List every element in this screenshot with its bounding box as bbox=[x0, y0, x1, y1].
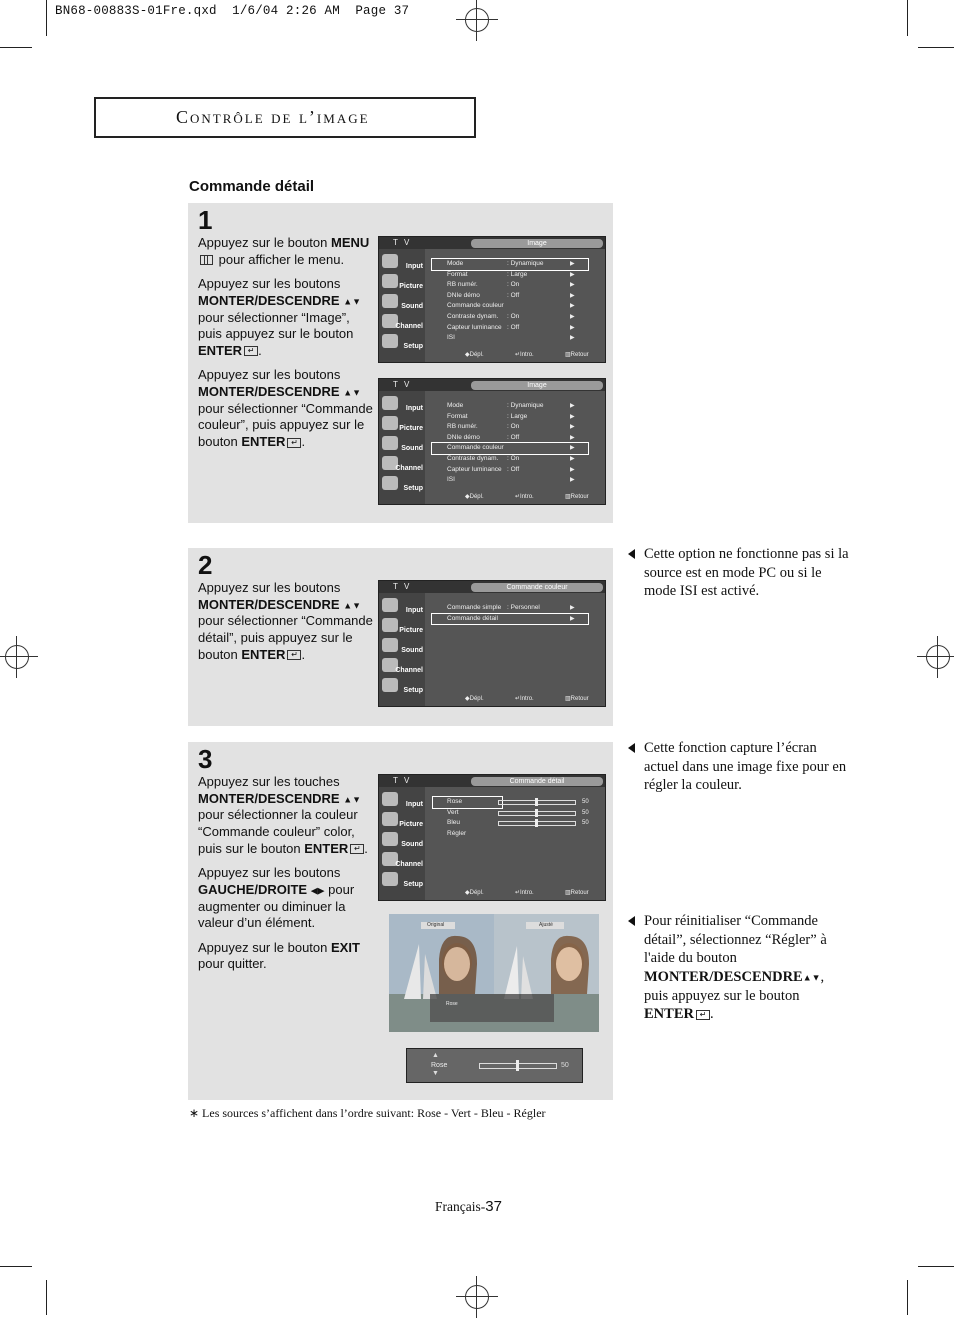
side-note: Cette option ne fonctionne pas si la source est en mode PC ou si le mode ISI est activé. bbox=[628, 545, 850, 601]
crop-mark bbox=[918, 1266, 954, 1267]
up-arrow-icon: ▲ bbox=[432, 1052, 439, 1059]
sound-icon bbox=[382, 436, 398, 450]
setup-icon bbox=[382, 334, 398, 348]
setup-icon bbox=[382, 476, 398, 490]
menu-row: Capteur luminance : Off ▶ bbox=[447, 323, 575, 331]
crop-mark bbox=[46, 0, 47, 36]
menu-row-selected: Commande couleur ▶ bbox=[432, 443, 588, 454]
side-item-sound: Sound bbox=[381, 435, 425, 453]
input-icon bbox=[382, 792, 398, 806]
print-header: BN68-00883S-01Fre.qxd 1/6/04 2:26 AM Page 37 bbox=[55, 4, 410, 18]
arrow-left-icon bbox=[628, 916, 635, 926]
menu-row: RB numér. : On ▶ bbox=[447, 423, 575, 431]
section-heading: Commande détail bbox=[189, 178, 315, 195]
side-item-channel: Channel bbox=[381, 657, 425, 675]
menu-row: Vert 50 bbox=[447, 808, 589, 816]
registration-mark bbox=[5, 645, 29, 669]
menu-row-selected: Mode : Dynamique ▶ bbox=[432, 259, 588, 270]
side-item-sound: Sound bbox=[381, 637, 425, 655]
menu-row: DNIe démo : Off ▶ bbox=[447, 291, 575, 299]
menu-row-selected: Rose 50 bbox=[432, 797, 588, 808]
side-item-setup: Setup bbox=[381, 871, 425, 889]
picture-icon bbox=[382, 618, 398, 632]
enter-icon: ↵ bbox=[696, 1010, 710, 1020]
photo-label-original: Original bbox=[427, 922, 445, 928]
crop-mark bbox=[0, 47, 32, 48]
up-down-arrows-icon: ▲▼ bbox=[343, 387, 362, 398]
tv-side-menu bbox=[379, 391, 425, 504]
menu-row: Format : Large ▶ bbox=[447, 412, 575, 420]
sound-icon bbox=[382, 832, 398, 846]
menu-tab-title: Image bbox=[471, 239, 603, 248]
arrow-left-icon bbox=[628, 743, 635, 753]
adjustment-bar bbox=[406, 1048, 583, 1083]
tv-menu-commande-couleur: T V Commande couleur Input Picture Sound Channel Setup Commande simple : Personnel ▶ Commande détail ▶ ◆ Dépl. ↵ Intro. ▥ Retour bbox=[378, 580, 606, 707]
menu-row: DNIe démo : Off ▶ bbox=[447, 433, 575, 441]
side-item-picture: Picture bbox=[381, 415, 425, 433]
menu-row: ISI ▶ bbox=[447, 476, 575, 484]
tv-side-menu bbox=[379, 249, 425, 362]
photo-illustration bbox=[389, 914, 599, 1032]
side-item-sound: Sound bbox=[381, 831, 425, 849]
side-note: Cette fonction capture l’écran actuel dans une image fixe pour en régler la couleur. bbox=[628, 739, 850, 795]
down-arrow-icon: ▼ bbox=[432, 1070, 439, 1077]
step-instructions: Appuyez sur les touches MONTER/DESCENDRE ▲▼ pour sélectionner la couleur “Commande couleur” color, puis sur le bouton ENTER ↵ . Appuyez sur les boutons GAUCHE/DROITE ◀▶ pour augmenter ou diminuer la valeur d’un élément. Appuyez sur le bouton EXIT pour quitter. bbox=[198, 774, 368, 972]
menu-row: ISI ▶ bbox=[447, 334, 575, 342]
sound-icon bbox=[382, 294, 398, 308]
crop-mark bbox=[907, 0, 908, 36]
setup-icon bbox=[382, 678, 398, 692]
tv-menu-commande-detail: T V Commande détail Input Picture Sound Channel Setup Rose 50 Vert 50 Bleu 50 Régler ◆ Dépl. ↵ Intro. ▥ Retour bbox=[378, 774, 606, 901]
tv-menu-image-2: T V Image Input Picture Sound Channel Setup Mode : Dynamique ▶ Format : Large ▶ RB numér. : On ▶ DNIe démo : Off ▶ Commande couleur ▶ Contraste dynam. : On ▶ Capteur luminance : Off ▶ ISI ▶ ◆ Dépl. ↵ Intro. ▥ Retour bbox=[378, 378, 606, 505]
page-title-box bbox=[94, 97, 476, 138]
side-item-input: Input bbox=[381, 597, 425, 615]
side-item-setup: Setup bbox=[381, 333, 425, 351]
tv-menu-image-1: T V Image Input Picture Sound Channel Setup Mode : Dynamique ▶ Format : Large ▶ RB numér. : On ▶ DNIe démo : Off ▶ Commande couleur ▶ Contraste dynam. : On ▶ Capteur luminance : Off ▶ ISI ▶ ◆ Dépl. ↵ Intro. ▥ Retour bbox=[378, 236, 606, 363]
menu-row: Commande simple : Personnel ▶ bbox=[447, 604, 575, 611]
step-instructions: Appuyez sur le bouton MENU pour afficher le menu. Appuyez sur les boutons MONTER/DESCENDRE ▲▼ pour sélectionner “Image”, puis appuyez sur le bouton ENTER ↵ . Appuyez sur les boutons MONTER/DESCENDRE ▲▼ pour sélectionner “Commande couleur”, puis appuyez sur le bouton ENTER ↵ . bbox=[198, 235, 373, 450]
side-item-channel: Channel bbox=[381, 455, 425, 473]
side-item-input: Input bbox=[381, 395, 425, 413]
side-item-channel: Channel bbox=[381, 851, 425, 869]
menu-tab-title: Commande détail bbox=[471, 777, 603, 786]
menu-icon bbox=[200, 255, 213, 265]
menu-tab-title: Image bbox=[471, 381, 603, 390]
menu-rows bbox=[432, 797, 588, 839]
input-icon bbox=[382, 598, 398, 612]
enter-icon: ↵ bbox=[287, 438, 301, 448]
menu-tab-title: Commande couleur bbox=[471, 583, 603, 592]
side-item-picture: Picture bbox=[381, 617, 425, 635]
step-instructions: Appuyez sur les boutons MONTER/DESCENDRE ▲▼ pour sélectionner “Commande détail”, puis appuyez sur le bouton ENTER ↵ . bbox=[198, 580, 373, 662]
menu-row: Contraste dynam. : On ▶ bbox=[447, 312, 575, 320]
photo-inset-label: Rose bbox=[446, 1001, 458, 1007]
input-icon bbox=[382, 396, 398, 410]
up-down-arrows-icon: ▲▼ bbox=[343, 599, 362, 610]
menu-row: Bleu 50 bbox=[447, 819, 589, 827]
registration-mark bbox=[465, 1285, 489, 1309]
page-number: Français-37 bbox=[435, 1198, 502, 1215]
sound-icon bbox=[382, 638, 398, 652]
picture-icon bbox=[382, 274, 398, 288]
setup-icon bbox=[382, 872, 398, 886]
step-number: 2 bbox=[198, 550, 213, 580]
page-title: Contrôle de l’image bbox=[176, 107, 370, 127]
side-item-setup: Setup bbox=[381, 677, 425, 695]
tv-footer: ◆ Dépl. ↵ Intro. ▥ Retour bbox=[465, 696, 589, 702]
picture-icon bbox=[382, 812, 398, 826]
tv-footer: ◆ Dépl. ↵ Intro. ▥ Retour bbox=[465, 494, 589, 500]
crop-mark bbox=[0, 1266, 32, 1267]
side-note: Pour réinitialiser “Commande détail”, sélectionnez “Régler” à l'aide du bouton MONTER/DESCENDRE▲▼, puis appuyez sur le bouton ENTER ↵ . bbox=[628, 912, 850, 1024]
side-item-picture: Picture bbox=[381, 273, 425, 291]
menu-row: Capteur luminance : Off ▶ bbox=[447, 465, 575, 473]
tv-side-menu bbox=[379, 593, 425, 706]
menu-rows bbox=[432, 259, 588, 344]
side-item-picture: Picture bbox=[381, 811, 425, 829]
menu-row: Mode : Dynamique ▶ bbox=[447, 402, 575, 409]
side-item-sound: Sound bbox=[381, 293, 425, 311]
enter-icon: ↵ bbox=[287, 650, 301, 660]
input-icon bbox=[382, 254, 398, 268]
menu-row: Contraste dynam. : On ▶ bbox=[447, 454, 575, 462]
side-item-setup: Setup bbox=[381, 475, 425, 493]
menu-row: RB numér. : On ▶ bbox=[447, 281, 575, 289]
enter-icon: ↵ bbox=[244, 346, 258, 356]
side-item-input: Input bbox=[381, 791, 425, 809]
adjustment-value: 50 bbox=[561, 1062, 569, 1069]
registration-mark bbox=[465, 8, 489, 32]
adjustment-slider bbox=[479, 1063, 557, 1069]
arrow-left-icon bbox=[628, 549, 635, 559]
menu-rows bbox=[432, 401, 588, 486]
adjustment-label: Rose bbox=[431, 1062, 448, 1069]
enter-icon: ↵ bbox=[350, 844, 364, 854]
up-down-arrows-icon: ▲▼ bbox=[343, 296, 362, 307]
footnote: ∗ Les sources s’affichent dans l’ordre suivant: Rose - Vert - Bleu - Régler bbox=[189, 1106, 546, 1120]
photo-label-adjusted: Ajusté bbox=[539, 922, 553, 928]
menu-row: Commande couleur ▶ bbox=[447, 302, 575, 310]
registration-mark bbox=[926, 645, 950, 669]
side-item-input: Input bbox=[381, 253, 425, 271]
step-number: 1 bbox=[198, 205, 213, 235]
step-number: 3 bbox=[198, 744, 213, 774]
crop-mark bbox=[46, 1280, 47, 1315]
menu-rows bbox=[432, 603, 588, 624]
crop-mark bbox=[918, 47, 954, 48]
up-down-arrows-icon: ▲▼ bbox=[343, 793, 362, 804]
tv-side-menu bbox=[379, 787, 425, 900]
slider-knob bbox=[516, 1060, 519, 1071]
tv-footer: ◆ Dépl. ↵ Intro. ▥ Retour bbox=[465, 352, 589, 358]
up-down-arrows-icon: ▲▼ bbox=[802, 972, 821, 983]
menu-row: Format : Large ▶ bbox=[447, 270, 575, 278]
left-right-arrows-icon: ◀▶ bbox=[310, 885, 325, 896]
comparison-photo bbox=[389, 914, 599, 1032]
crop-mark bbox=[907, 1280, 908, 1315]
side-item-channel: Channel bbox=[381, 313, 425, 331]
picture-icon bbox=[382, 416, 398, 430]
menu-row-selected: Commande détail ▶ bbox=[432, 614, 588, 625]
menu-row: Régler bbox=[447, 829, 467, 837]
tv-footer: ◆ Dépl. ↵ Intro. ▥ Retour bbox=[465, 890, 589, 896]
